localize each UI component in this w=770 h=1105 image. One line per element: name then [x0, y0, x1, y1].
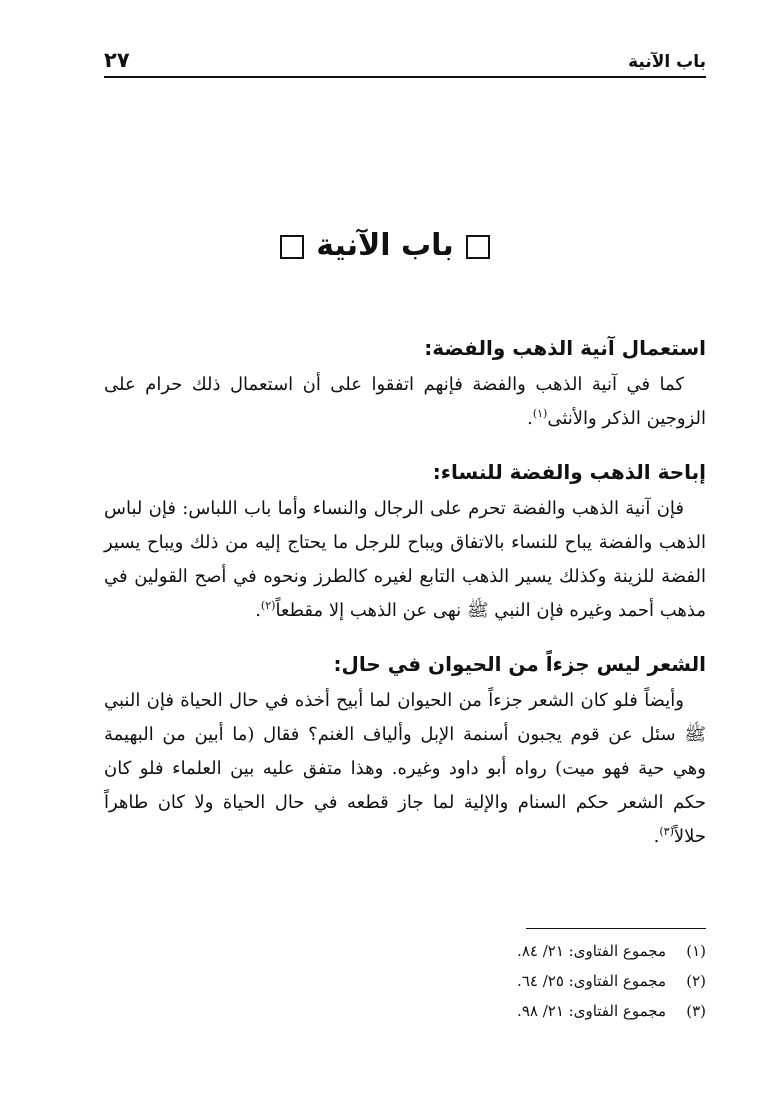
chapter-title-text: باب الآنية: [316, 228, 454, 263]
chapter-title: [0, 228, 770, 263]
footnote-item: [306, 966, 706, 996]
footnote-item: [306, 996, 706, 1026]
section-paragraph: فإن آنية الذهب والفضة تحرم على الرجال والنساء وأما باب اللباس: فإن لباس الذهب والفضة يباح للنساء بالاتفاق ويباح للرجل ما يحتاج إليه من ذلك ويباح يسير الفضة للزينة وكذلك يسير الذهب التابع لغيره كالطرز ونحوه في أصح القولين في مذهب أحمد وغيره فإن النبي ﷺ نهى عن الذهب إلا مقطعاً$^{(٢)}$.: [104, 498, 706, 621]
footnote-text: مجموع الفتاوى: ٢٥/ ٦٤.: [517, 972, 666, 990]
footnote-ref[interactable]: (٣): [659, 825, 674, 838]
section: [104, 454, 706, 628]
title-box-ornament-left: [280, 235, 304, 259]
header-rule: [104, 76, 706, 78]
section: [104, 330, 706, 436]
paragraph-text: فإن آنية الذهب والفضة تحرم على الرجال والنساء وأما باب اللباس: فإن لباس الذهب والفضة يباح للنساء بالاتفاق ويباح للرجل ما يحتاج إليه من ذلك ويباح يسير الفضة للزينة وكذلك يسير الذهب التابع لغيره كالطرز ونحوه في أصح القولين في مذهب أحمد وغيره فإن النبي ﷺ نهى عن الذهب إلا مقطعاً: [104, 498, 706, 621]
running-header: [104, 38, 706, 72]
footnote-item: [306, 936, 706, 966]
footnote-ref[interactable]: (٢): [260, 599, 276, 612]
main-text: [104, 330, 706, 872]
footnote-number: (٣): [686, 1002, 706, 1020]
paragraph-text: كما في آنية الذهب والفضة فإنهم اتفقوا على أن استعمال ذلك حرام على الزوجين الذكر والأنثى: [104, 374, 706, 429]
footnote-number: (١): [686, 942, 706, 960]
paragraph-text: وأيضاً فلو كان الشعر جزءاً من الحيوان لما أبيح أخذه في حال الحياة فإن النبي ﷺ سئل عن قوم يجبون أسنمة الإبل وألياف الغنم؟ فقال (ما أبين من البهيمة وهي حية فهو ميت) رواه أبو داود وغيره. وهذا متفق عليه بين العلماء فلو كان حكم الشعر حكم السنام والإلية لما جاز قطعه في حال الحياة ولا كان طاهراً حلالاً: [104, 690, 706, 847]
footnote-number: (٢): [686, 972, 706, 990]
section: [104, 646, 706, 854]
footnote-rule: [526, 928, 706, 929]
page-number: ٢٧: [104, 48, 130, 72]
title-box-ornament-right: [466, 235, 490, 259]
section-paragraph: كما في آنية الذهب والفضة فإنهم اتفقوا على أن استعمال ذلك حرام على الزوجين الذكر والأنثى$^{(١)}$.: [104, 374, 706, 429]
footnote-text: مجموع الفتاوى: ٢١/ ٩٨.: [517, 1002, 666, 1020]
footnote-text: مجموع الفتاوى: ٢١/ ٨٤.: [517, 942, 666, 960]
footnote-ref[interactable]: (١): [532, 407, 548, 420]
running-title: باب الآنية: [628, 52, 706, 72]
section-heading: الشعر ليس جزءاً من الحيوان في حال:: [333, 652, 706, 676]
section-heading: إباحة الذهب والفضة للنساء:: [432, 460, 706, 484]
section-paragraph: وأيضاً فلو كان الشعر جزءاً من الحيوان لما أبيح أخذه في حال الحياة فإن النبي ﷺ سئل عن قوم يجبون أسنمة الإبل وألياف الغنم؟ فقال (ما أبين من البهيمة وهي حية فهو ميت) رواه أبو داود وغيره. وهذا متفق عليه بين العلماء فلو كان حكم الشعر حكم السنام والإلية لما جاز قطعه في حال الحياة ولا كان طاهراً حلالاً$^{(٣)}$.: [104, 690, 706, 847]
footnotes: [306, 936, 706, 1026]
section-heading: استعمال آنية الذهب والفضة:: [424, 336, 706, 360]
